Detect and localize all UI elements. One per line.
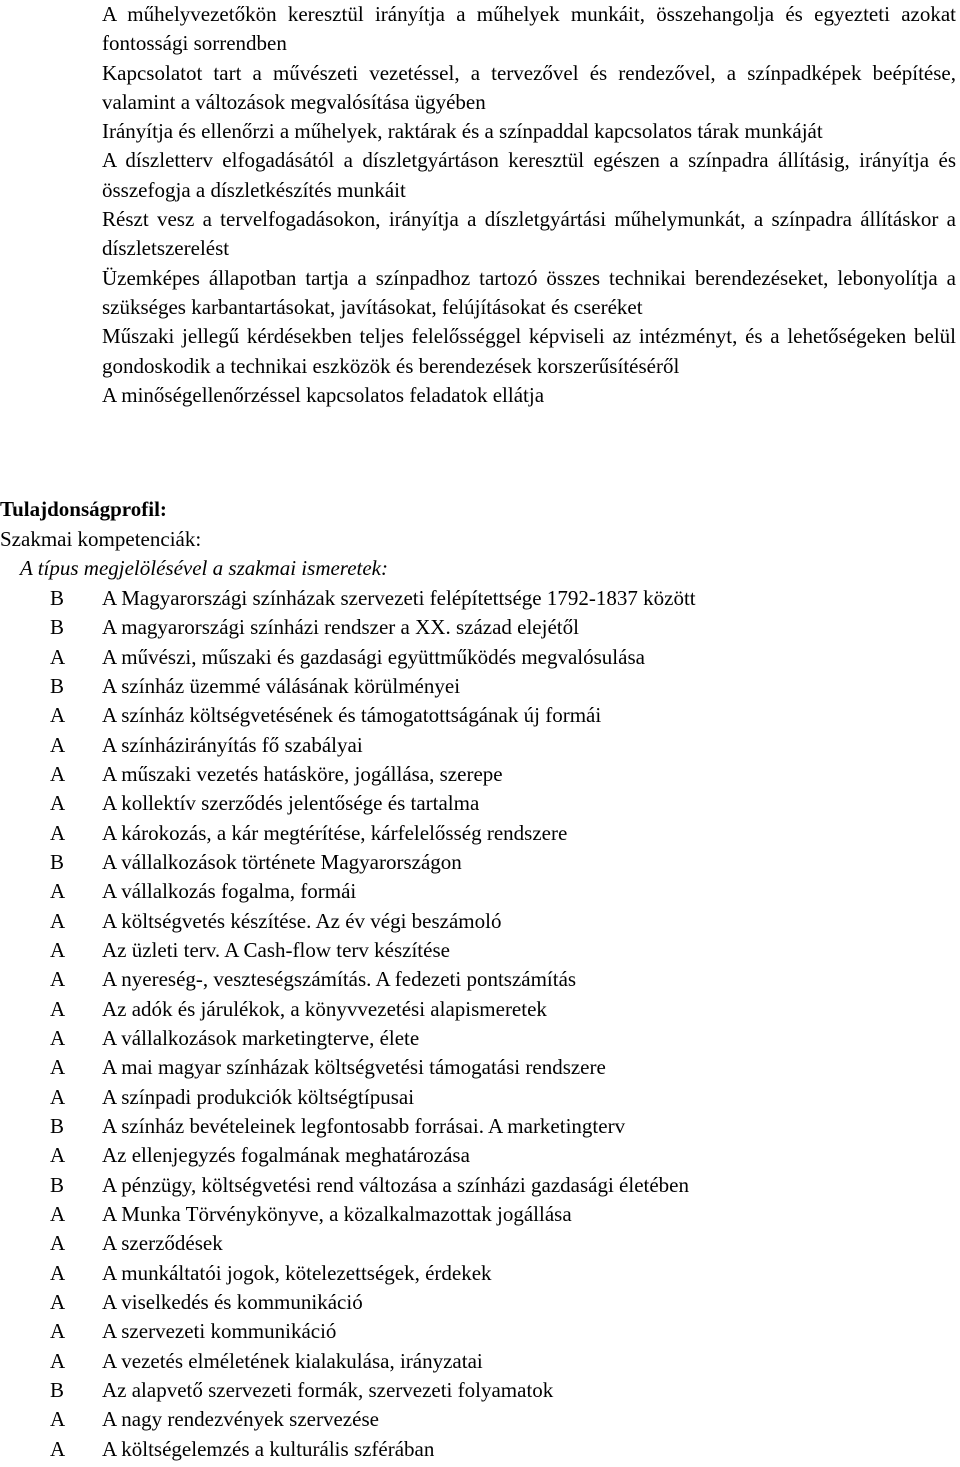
duty-item: Részt vesz a tervelfogadásokon, irányítja a díszletgyártási műhelymunkát, a színpadra állításkor a díszletszerelést [102, 207, 956, 261]
knowledge-type: A [50, 967, 66, 992]
knowledge-text: A Magyarországi színházak szervezeti felépítettsége 1792-1837 között [102, 586, 696, 610]
knowledge-type: A [50, 1231, 66, 1256]
knowledge-list [0, 584, 960, 1464]
knowledge-text: A nagy rendezvények szervezése [102, 1407, 379, 1432]
knowledge-type: A [50, 703, 66, 728]
knowledge-type: B [50, 1172, 65, 1197]
knowledge-item [0, 731, 960, 760]
knowledge-type: A [50, 1348, 66, 1373]
knowledge-item [0, 819, 960, 848]
knowledge-text: A vezetés elméletének kialakulása, irányzatai [102, 1348, 483, 1373]
knowledge-type: A [50, 1055, 66, 1080]
knowledge-type: A [50, 1289, 66, 1314]
knowledge-item [0, 965, 960, 994]
knowledge-type: B [50, 615, 65, 640]
knowledge-text: A színház üzemmé válásának körülményei [102, 673, 461, 698]
knowledge-item [0, 760, 960, 789]
knowledge-item [0, 1376, 960, 1405]
knowledge-type: A [50, 879, 66, 904]
knowledge-type: A [50, 1143, 66, 1168]
knowledge-text: Az adók és járulékok, a könyvvezetési alapismeretek [102, 996, 547, 1021]
knowledge-text: A színházirányítás fő szabályai [102, 732, 363, 757]
knowledge-text: A munkáltatói jogok, kötelezettségek, érdekek [102, 1260, 492, 1285]
knowledge-text: A vállalkozás fogalma, formái [102, 879, 357, 904]
knowledge-text: A viselkedés és kommunikáció [102, 1289, 363, 1314]
knowledge-type: A [50, 1025, 66, 1050]
knowledge-type: A [50, 1201, 66, 1226]
knowledge-text: A vállalkozások marketingterve, élete [102, 1025, 420, 1050]
knowledge-text: A mai magyar színházak költségvetési támogatási rendszere [102, 1055, 606, 1080]
knowledge-item [0, 1024, 960, 1053]
duties-section [102, 0, 956, 410]
knowledge-type: A [50, 1407, 66, 1432]
knowledge-item [0, 877, 960, 906]
duty-item: Műszaki jellegű kérdésekben teljes felelősséggel képviseli az intézményt, és a lehetőségeken belül gondoskodik a technikai eszközök és berendezések korszerűsítéséről [102, 324, 956, 378]
knowledge-text: A színház bevételeinek legfontosabb forrásai. A marketingterv [102, 1113, 626, 1138]
knowledge-text: A magyarországi színházi rendszer a XX. század elejétől [102, 615, 579, 640]
duty-item: Irányítja és ellenőrzi a műhelyek, raktárak és a színpaddal kapcsolatos tárak munkáját [102, 119, 823, 144]
knowledge-text: A színpadi produkciók költségtípusai [102, 1084, 415, 1109]
knowledge-text: A költségvetés készítése. Az év végi beszámoló [102, 908, 502, 933]
knowledge-text: A költségelemzés a kulturális szférában [102, 1436, 435, 1461]
knowledge-item [0, 1259, 960, 1288]
knowledge-item [0, 1200, 960, 1229]
knowledge-item [0, 907, 960, 936]
knowledge-type: A [50, 791, 66, 816]
knowledge-text: A kollektív szerződés jelentősége és tartalma [102, 791, 480, 816]
knowledge-type: A [50, 732, 66, 757]
knowledge-text: A vállalkozások története Magyarországon [102, 849, 462, 874]
knowledge-type: B [50, 849, 65, 874]
knowledge-item [0, 1435, 960, 1464]
knowledge-item [0, 936, 960, 965]
knowledge-item [0, 1317, 960, 1346]
knowledge-text: A színház költségvetésének és támogatottságának új formái [102, 703, 602, 728]
knowledge-item [0, 1083, 960, 1112]
knowledge-item [0, 672, 960, 701]
knowledge-text: Az alapvető szervezeti formák, szervezeti folyamatok [102, 1377, 554, 1402]
knowledge-item [0, 701, 960, 730]
knowledge-item [0, 613, 960, 642]
knowledge-type: A [50, 644, 66, 669]
knowledge-item [0, 1288, 960, 1317]
duty-item: Üzemképes állapotban tartja a színpadhoz tartozó összes technikai berendezéseket, lebonyolítja a szükséges karbantartásokat, javításokat, felújításokat és cseréket [102, 265, 956, 319]
duty-item: Kapcsolatot tart a művészeti vezetéssel, a tervezővel és rendezővel, a színpadképek beépítése, valamint a változások megvalósítása ügyében [102, 60, 956, 114]
knowledge-type: B [50, 673, 65, 698]
knowledge-item [0, 848, 960, 877]
knowledge-type: A [50, 908, 66, 933]
knowledge-item [0, 1053, 960, 1082]
knowledge-item [0, 1347, 960, 1376]
knowledge-type: B [50, 1377, 65, 1402]
knowledge-item [0, 584, 960, 613]
knowledge-type: A [50, 996, 66, 1021]
knowledge-type: B [50, 586, 65, 610]
knowledge-item [0, 1141, 960, 1170]
knowledge-type: A [50, 1260, 66, 1285]
knowledge-type: B [50, 1113, 65, 1138]
knowledge-type: A [50, 1436, 66, 1461]
knowledge-text: A Munka Törvénykönyve, a közalkalmazottak jogállása [102, 1201, 572, 1226]
knowledge-item [0, 1229, 960, 1258]
knowledge-item [0, 789, 960, 818]
knowledge-text: Az üzleti terv. A Cash-flow terv készítése [102, 937, 450, 962]
knowledge-text: A műszaki vezetés hatásköre, jogállása, szerepe [102, 761, 503, 786]
knowledge-type: A [50, 820, 66, 845]
knowledge-type: A [50, 1084, 66, 1109]
knowledge-text: A nyereség-, veszteségszámítás. A fedezeti pontszámítás [102, 967, 577, 992]
knowledge-item [0, 643, 960, 672]
type-label: A típus megjelölésével a szakmai ismeretek: [20, 556, 388, 580]
knowledge-type: A [50, 1319, 66, 1344]
knowledge-text: A károkozás, a kár megtérítése, kárfelelősség rendszere [102, 820, 568, 845]
knowledge-text: A szerződések [102, 1231, 223, 1256]
knowledge-text: A szervezeti kommunikáció [102, 1319, 337, 1344]
knowledge-item [0, 1171, 960, 1200]
knowledge-text: Az ellenjegyzés fogalmának meghatározása [102, 1143, 470, 1168]
knowledge-type: A [50, 937, 66, 962]
profile-heading: Tulajdonságprofil: [0, 497, 167, 521]
knowledge-text: A művészi, műszaki és gazdasági együttműködés megvalósulása [102, 644, 645, 669]
knowledge-type: A [50, 761, 66, 786]
duty-item: A műhelyvezetőkön keresztül irányítja a műhelyek munkáit, összehangolja és egyezteti azokat fontossági sorrendben [102, 2, 956, 56]
knowledge-text: A pénzügy, költségvetési rend változása a színházi gazdasági életében [102, 1172, 689, 1197]
duty-item: A minőségellenőrzéssel kapcsolatos feladatok ellátja [102, 382, 545, 407]
knowledge-item [0, 1405, 960, 1434]
knowledge-item [0, 1112, 960, 1141]
knowledge-item [0, 995, 960, 1024]
competencies-label: Szakmai kompetenciák: [0, 527, 202, 551]
duty-item: A díszletterv elfogadásától a díszletgyártáson keresztül egészen a színpadra állításig, irányítja és összefogja a díszletkészítés munkáit [102, 148, 956, 202]
